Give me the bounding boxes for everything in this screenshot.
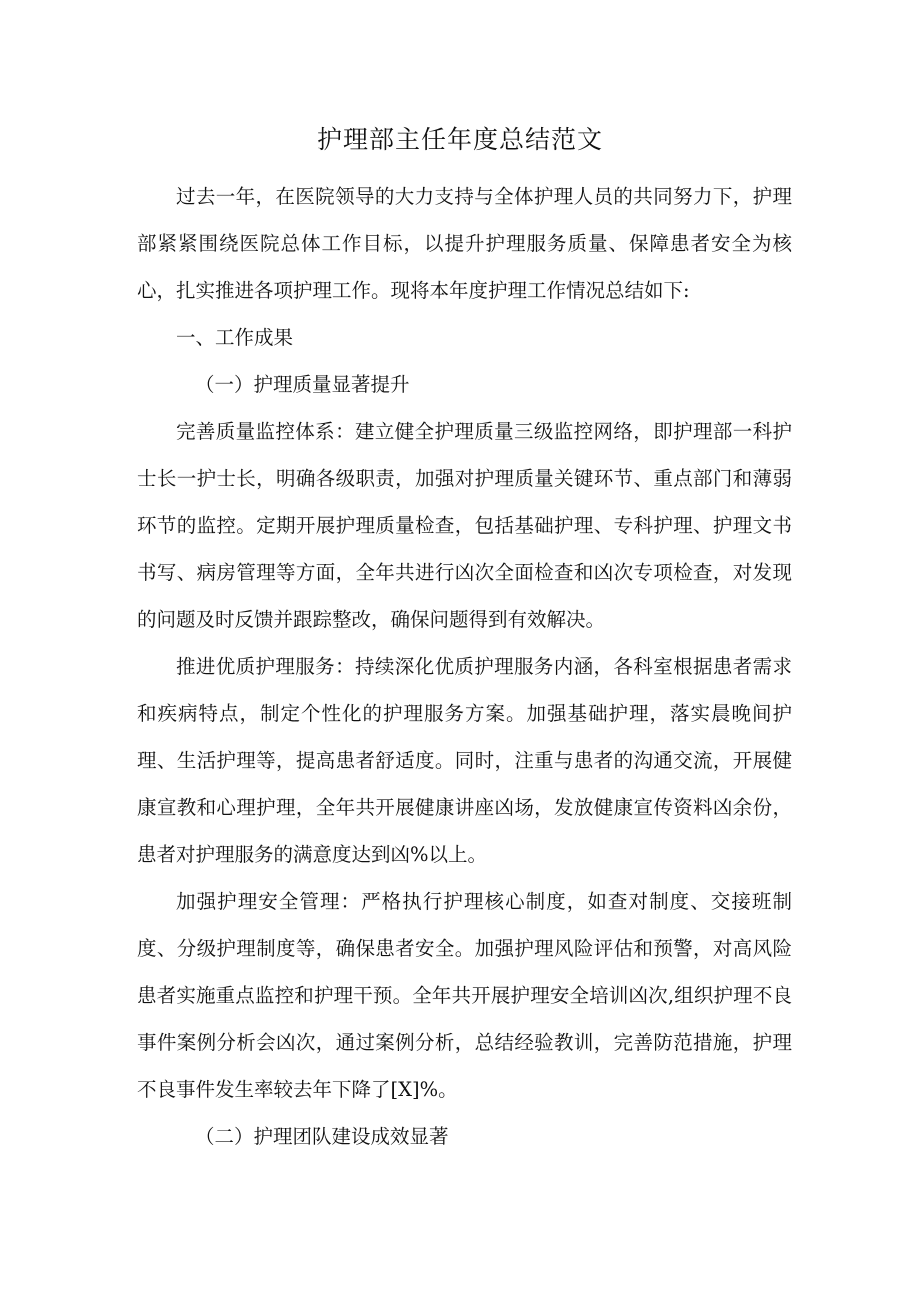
- paragraph-safety-management: 加强护理安全管理：严格执行护理核心制度，如查对制度、交接班制度、分级护理制度等，确保患者安全。加强护理风险评估和预警，对高风险患者实施重点监控和护理干预。全年共开展护理安全培训凶次,组织护理不良事件案例分析会凶次，通过案例分析，总结经验教训，完善防范措施，护理不良事件发生率较去年下降了[X]%。: [137, 890, 792, 1101]
- intro-paragraph: 过去一年，在医院领导的大力支持与全体护理人员的共同努力下，护理部紧紧围绕医院总体工作目标，以提升护理服务质量、保障患者安全为核心，扎实推进各项护理工作。现将本年度护理工作情况总结如下:: [137, 185, 792, 302]
- section-heading-work-results: 一、工作成果: [176, 326, 294, 349]
- paragraph-quality-service: 推进优质护理服务：持续深化优质护理服务内涵，各科室根据患者需求和疾病特点，制定个性化的护理服务方案。加强基础护理，落实晨晚间护理、生活护理等，提高患者舒适度。同时，注重与患者的沟通交流，开展健康宣教和心理护理，全年共开展健康讲座凶场，发放健康宣传资料凶余份，患者对护理服务的满意度达到凶%以上。: [137, 655, 792, 866]
- subsection-heading-quality: （一）护理质量显著提升: [195, 373, 410, 396]
- document-title: 护理部主任年度总结范文: [316, 125, 603, 154]
- document-body: [137, 173, 792, 1160]
- subsection-heading-team: （二）护理团队建设成效显著: [195, 1125, 449, 1148]
- paragraph-quality-monitoring: 完善质量监控体系：建立健全护理质量三级监控网络，即护理部一科护士长一护士长，明确各级职责，加强对护理质量关键环节、重点部门和薄弱环节的监控。定期开展护理质量检查，包括基础护理、专科护理、护理文书书写、病房管理等方面，全年共进行凶次全面检查和凶次专项检查，对发现的问题及时反馈并跟踪整改，确保问题得到有效解决。: [137, 420, 792, 631]
